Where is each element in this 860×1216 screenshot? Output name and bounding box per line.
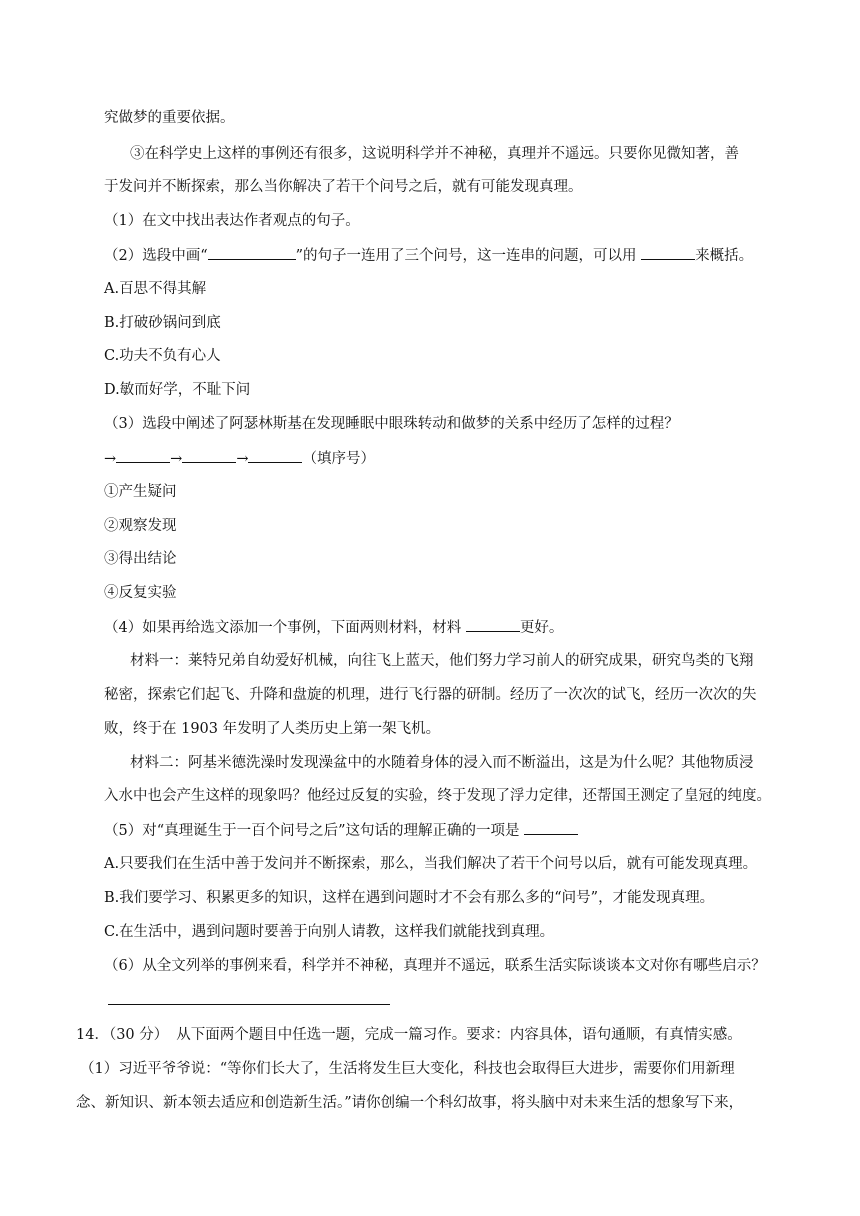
question-2 [104,245,753,266]
material-1-line-1: 材料一：莱特兄弟自幼爱好机械，向往飞上蓝天，他们努力学习前人的研究成果，研究鸟类的飞翔 [130,653,754,669]
question-3: （3）选段中阐述了阿瑟林斯基在发现睡眠中眼珠转动和做梦的关系中经历了怎样的过程？ [104,416,679,432]
sequence-fill-line [104,448,375,469]
answer-blank[interactable] [466,617,520,632]
question-4-suffix: 更好。 [519,620,564,636]
answer-blank[interactable] [182,448,236,463]
arrow-icon: → [104,451,117,467]
material-2-line-2: 入水中也会产生这样的现象吗？他经过反复的实验，终于发现了浮力定律，还帮国王测定了皇冠的纯度。 [104,788,771,804]
prompt-1-line-1: （1）习近平爷爷说：“等你们长大了，生活将发生巨大变化，科技也会取得巨大进步，需要你们用新理 [80,1061,735,1077]
score-label: （30 分） [108,1027,169,1043]
step-option-2: ②观察发现 [104,518,177,534]
question-4 [104,617,563,638]
option-a: A.百思不得其解 [104,281,207,297]
paragraph-continuation: 究做梦的重要依据。 [104,110,235,126]
option-c: C.功夫不负有心人 [104,348,221,364]
step-option-3: ③得出结论 [104,551,177,567]
question-5-text: （5）对“真理诞生于一百个问号之后”这句话的理解正确的一项是 [104,823,525,839]
question-number: 14． [76,1027,109,1043]
q5-option-b: B.我们要学习、积累更多的知识，这样在遇到问题时才不会有那么多的“问号”，才能发现真理。 [104,890,715,906]
question-14 [76,1025,742,1045]
fill-note: （填序号） [302,451,375,467]
answer-blank[interactable] [641,245,695,260]
question-6: （6）从全文列举的事例来看，科学并不神秘，真理并不遥远，联系生活实际谈谈本文对你有哪些启示？ [104,958,766,974]
underline-blank [208,245,296,260]
question-2-middle: ”的句子一连用了三个问号，这一连串的问题，可以用 [295,248,642,264]
material-1-line-3: 败，终于在 1903 年发明了人类历史上第一架飞机。 [104,721,441,737]
question-4-prefix: （4）如果再给选文添加一个事例，下面两则材料，材料 [104,620,466,636]
answer-blank[interactable] [524,820,578,835]
q5-option-a: A.只要我们在生活中善于发问并不断探索，那么，当我们解决了若干个问号以后，就有可能发现真理。 [104,856,758,872]
step-option-4: ④反复实验 [104,585,177,601]
question-2-suffix: 来概括。 [695,248,754,264]
arrow-icon: → [170,451,183,467]
answer-line[interactable] [108,1004,390,1005]
answer-blank[interactable] [248,448,302,463]
arrow-icon: → [236,451,249,467]
question-1: （1）在文中找出表达作者观点的句子。 [104,213,360,229]
paragraph-3-line-1: ③在科学史上这样的事例还有很多，这说明科学并不神秘，真理并不遥远。只要你见微知著，善 [130,146,739,162]
question-5 [104,820,578,841]
material-1-line-2: 秘密，探索它们起飞、升降和盘旋的机理，进行飞行器的研制。经历了一次次的试飞，经历一次次的失 [104,687,757,703]
material-2-line-1: 材料二：阿基米德洗澡时发现澡盆中的水随着身体的浸入而不断溢出，这是为什么呢？其他物质浸 [130,755,754,771]
answer-blank[interactable] [116,448,170,463]
q5-option-c: C.在生活中，遇到问题时要善于向别人请教，这样我们就能找到真理。 [104,924,555,940]
prompt-1-line-2: 念、新知识、新本领去适应和创造新生活。”请你创编一个科幻故事，将头脑中对未来生活的想象写下来， [76,1095,744,1111]
question-14-text: 从下面两个题目中任选一题，完成一篇习作。要求：内容具体，语句通顺，有真情实感。 [176,1027,742,1043]
option-b: B.打破砂锅问到底 [104,315,221,331]
step-option-1: ①产生疑问 [104,484,177,500]
option-d: D.敏而好学，不耻下问 [104,382,251,398]
question-2-prefix: （2）选段中画“ [104,248,208,264]
paragraph-3-line-2: 于发问并不断探索，那么当你解决了若干个问号之后，就有可能发现真理。 [104,179,583,195]
